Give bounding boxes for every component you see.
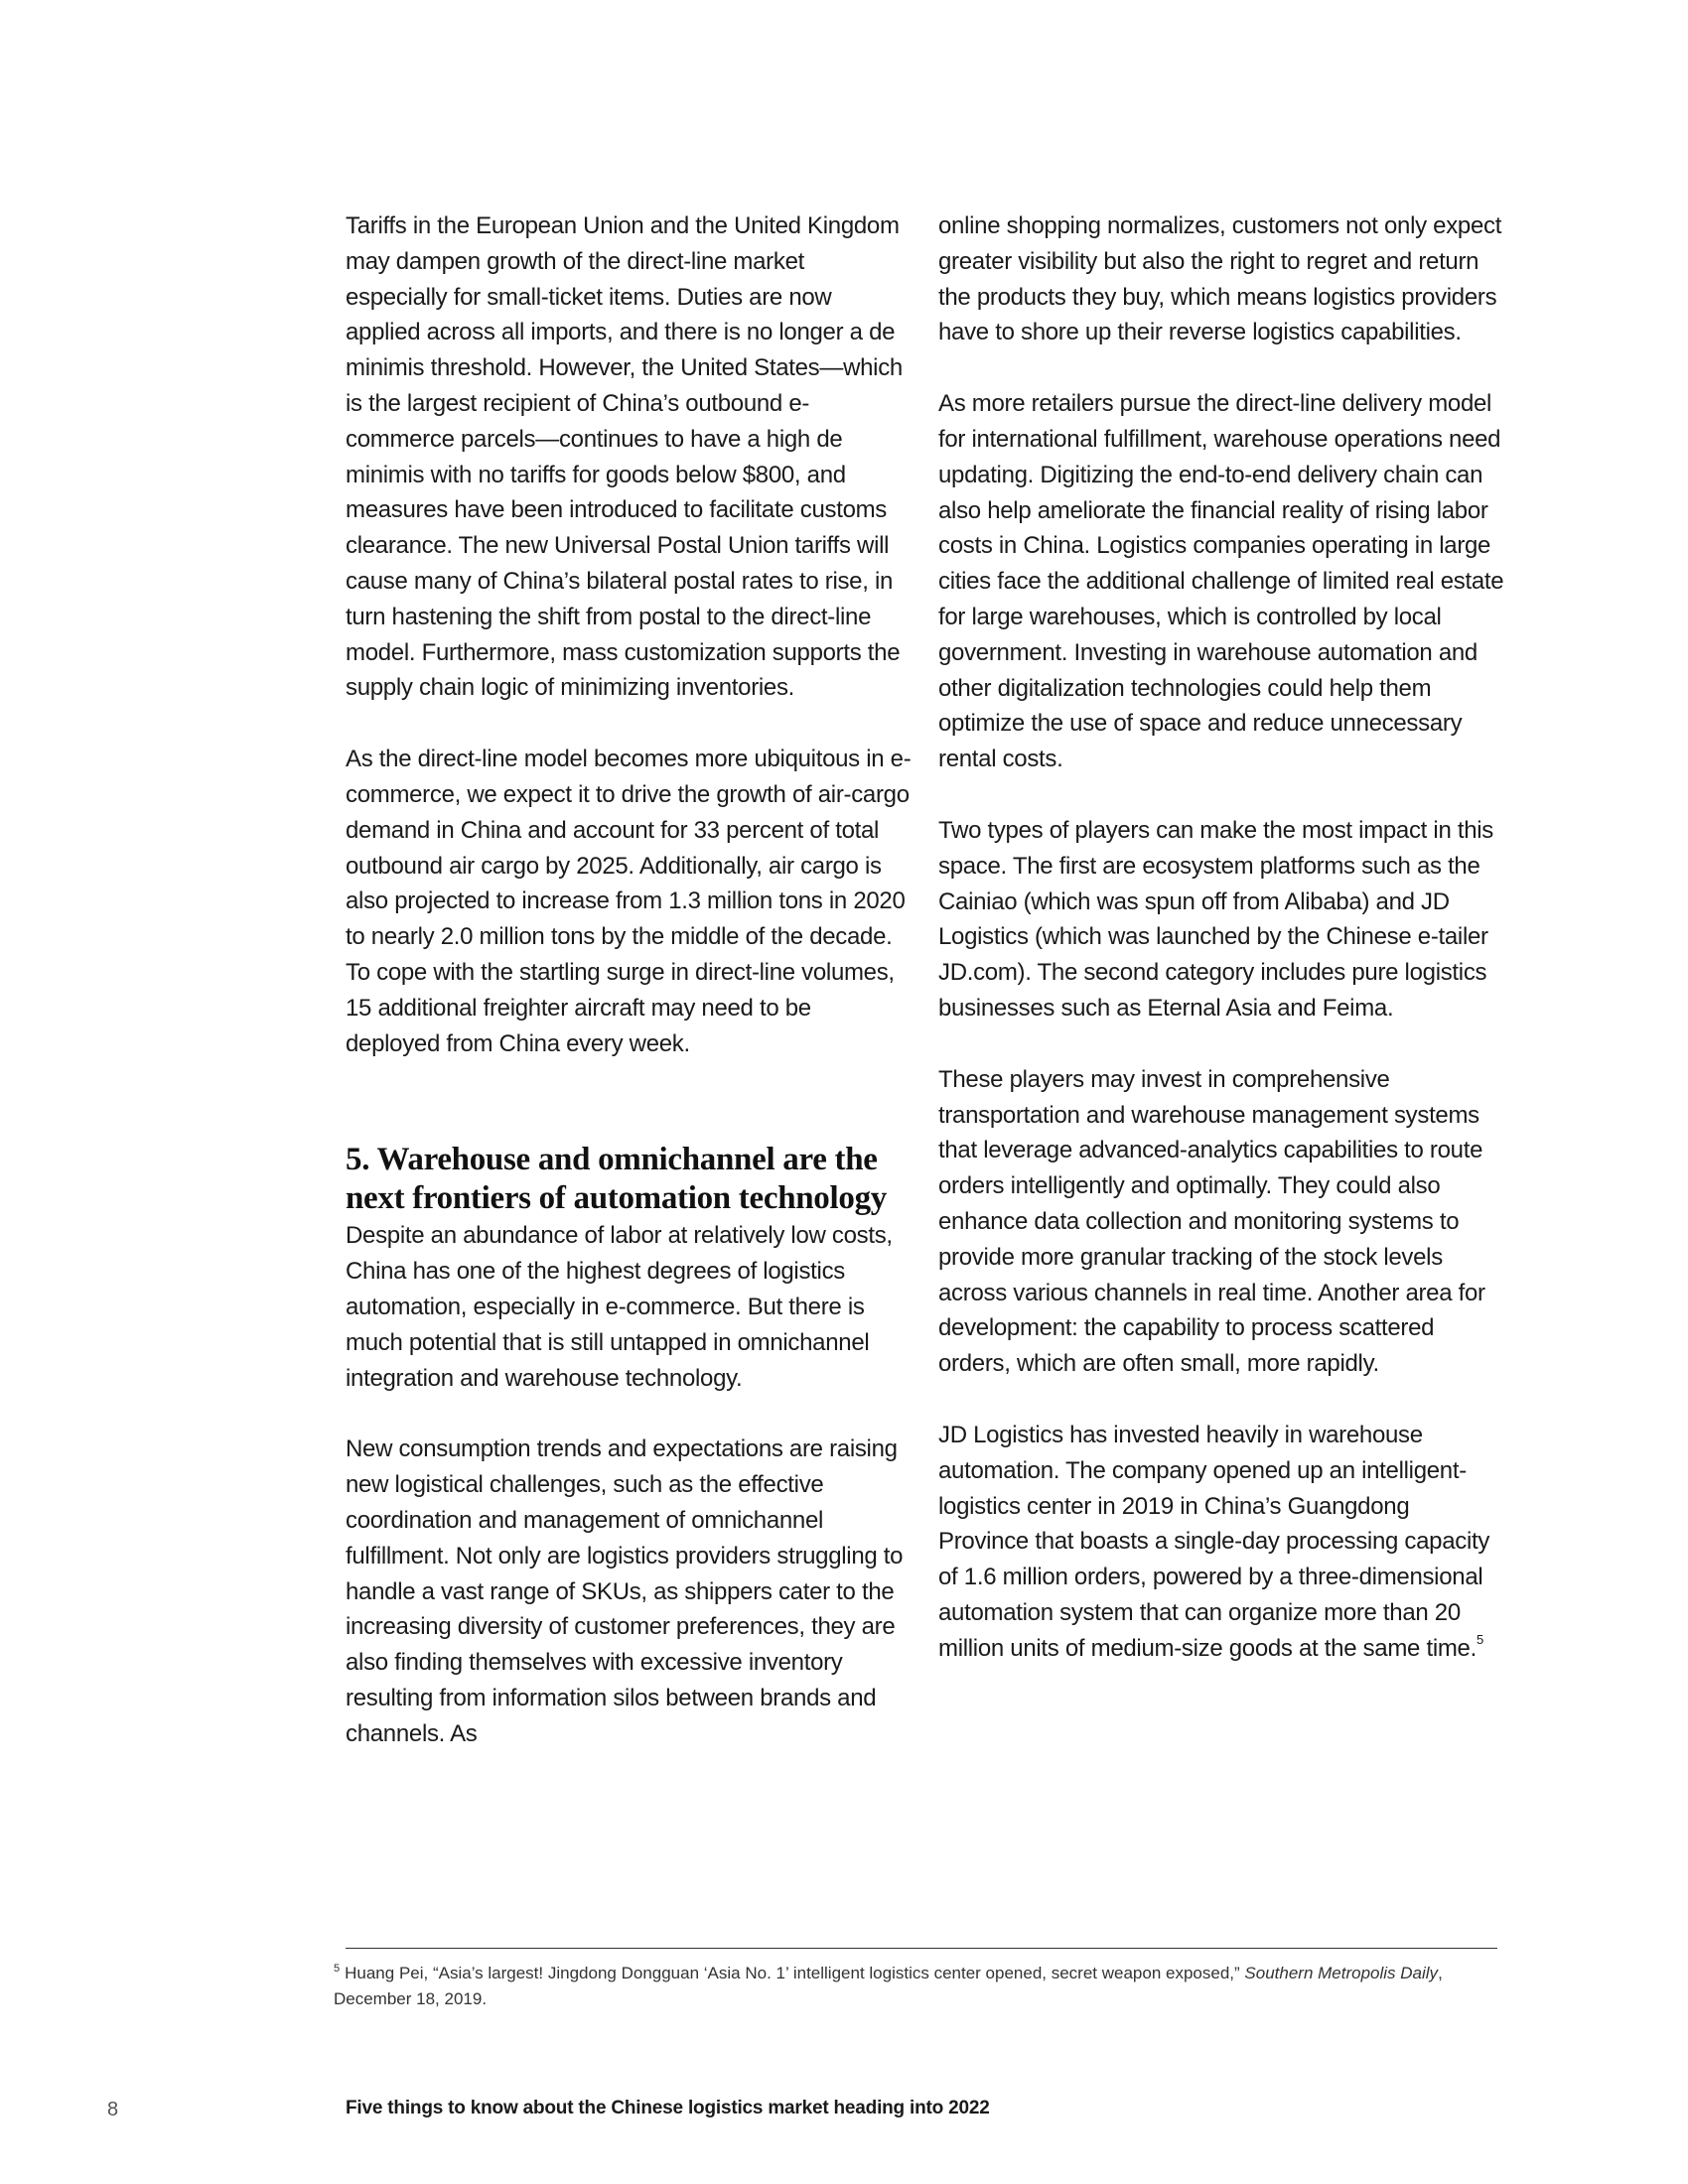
footnote-text: Huang Pei, “Asia’s largest! Jingdong Dongguan ‘Asia No. 1’ intelligent logistics center opened, secret weapon exposed,” — [345, 1964, 1240, 1982]
paragraph-text: JD Logistics has invested heavily in warehouse automation. The company opened up an intelligent-logistics center in 2019 in China’s Guangdong Province that boasts a single-day processing capacity of 1.6 million orders, powered by a three-dimensional automation system that can organize more than 20 million units of medium-size goods at the same time. — [938, 1421, 1490, 1662]
body-paragraph: As more retailers pursue the direct-line delivery model for international fulfillment, warehouse operations need updating. Digitizing the end-to-end delivery chain can also help ameliorate the financial reality of rising labor costs in China. Logistics companies operating in large cities face the additional challenge of limited real estate for large warehouses, which is controlled by local government. Investing in warehouse automation and other digitalization technologies could help them optimize the use of space and reduce unnecessary rental costs. — [938, 390, 1504, 773]
left-column — [346, 208, 912, 1787]
footnote-reference[interactable]: 5 — [1476, 1631, 1483, 1647]
right-column — [938, 208, 1504, 1702]
body-paragraph: online shopping normalizes, customers not only expect greater visibility but also the right to regret and return the products they buy, which means logistics providers have to shore up their reverse logistics capabilities. — [938, 212, 1502, 346]
footnote-publication: Southern Metropolis Daily — [1244, 1964, 1439, 1982]
body-paragraph: Despite an abundance of labor at relatively low costs, China has one of the highest degrees of logistics automation, especially in e-commerce. But there is much potential that is still untapped in omnichannel integration and warehouse technology. — [346, 1222, 893, 1392]
body-paragraph: Tariffs in the European Union and the United Kingdom may dampen growth of the direct-line market especially for small-ticket items. Duties are now applied across all imports, and there is no longer a de minimis threshold. However, the United States—which is the largest recipient of China’s outbound e-commerce parcels—continues to have a high de minimis with no tariffs for goods below $800, and measures have been introduced to facilitate customs clearance. The new Universal Postal Union tariffs will cause many of China’s bilateral postal rates to rise, in turn hastening the shift from postal to the direct-line model. Furthermore, mass customization supports the supply chain logic of minimizing inventories. — [346, 212, 903, 702]
body-paragraph: These players may invest in comprehensive transportation and warehouse management systems that leverage advanced-analytics capabilities to route orders intelligently and optimally. They could also enhance data collection and monitoring systems to provide more granular tracking of the stock levels across various channels in real time. Another area for development: the capability to process scattered orders, which are often small, more rapidly. — [938, 1065, 1485, 1378]
footnote — [334, 1956, 1490, 2012]
body-paragraph: New consumption trends and expectations are raising new logistical challenges, such as the effective coordination and management of omnichannel fulfillment. Not only are logistics providers struggling to handle a vast range of SKUs, as shippers cater to the increasing diversity of customer preferences, they are also finding themselves with excessive inventory resulting from information silos between brands and channels. As — [346, 1435, 904, 1747]
footnote-divider — [346, 1948, 1497, 1949]
body-paragraph-with-footnote — [938, 1418, 1504, 1667]
footnote-date: , December 18, 2019. — [334, 1964, 1443, 2008]
section-heading: 5. Warehouse and omnichannel are the next frontiers of automation technology — [346, 1142, 887, 1217]
body-paragraph: Two types of players can make the most impact in this space. The first are ecosystem platforms such as the Cainiao (which was spun off from Alibaba) and JD Logistics (which was launched by the Chinese e-tailer JD.com). The second category includes pure logistics businesses such as Eternal Asia and Feima. — [938, 816, 1494, 1022]
footnote-mark: 5 — [334, 1963, 341, 1975]
body-paragraph: As the direct-line model becomes more ubiquitous in e-commerce, we expect it to drive the growth of air-cargo demand in China and account for 33 percent of total outbound air cargo by 2025. Additionally, air cargo is also projected to increase from 1.3 million tons in 2020 to nearly 2.0 million tons by the middle of the decade. To cope with the startling surge in direct-line volumes, 15 additional freighter aircraft may need to be deployed from China every week. — [346, 746, 912, 1057]
page-number: 8 — [107, 2099, 119, 2120]
running-title: Five things to know about the Chinese logistics market heading into 2022 — [346, 2098, 990, 2118]
